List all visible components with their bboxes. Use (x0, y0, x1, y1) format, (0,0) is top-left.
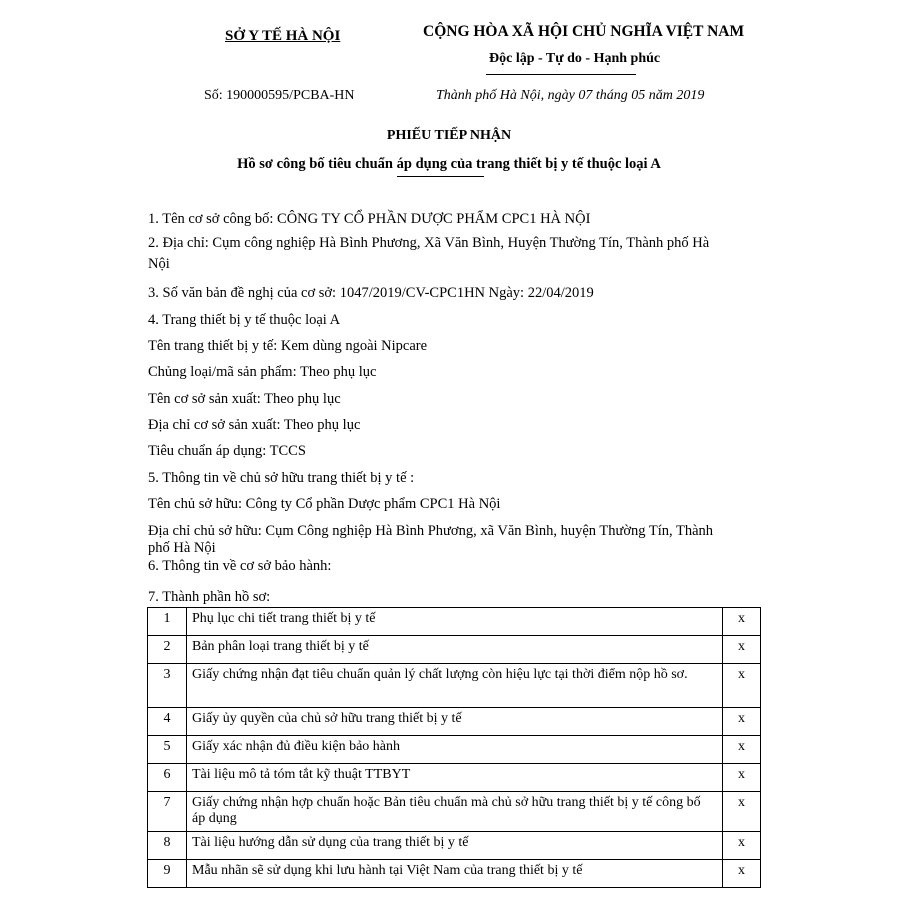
row-description: Bản phân loại trang thiết bị y tế (187, 636, 723, 664)
row-number: 8 (148, 832, 187, 860)
table-row (148, 764, 761, 792)
info-line-dossier: 7. Thành phần hồ sơ: (148, 589, 271, 605)
info-line-manufacturer: Tên cơ sở sản xuất: Theo phụ lục (148, 391, 341, 407)
table-row (148, 832, 761, 860)
info-line-request-doc: 3. Số văn bản đề nghị của cơ sở: 1047/2019/CV-CPC1HN Ngày: 22/04/2019 (148, 285, 594, 301)
dossier-table (147, 607, 761, 888)
info-line-standard: Tiêu chuẩn áp dụng: TCCS (148, 443, 306, 459)
info-line-address: 2. Địa chỉ: Cụm công nghiệp Hà Bình Phương, Xã Văn Bình, Huyện Thường Tín, Thành phố Hà (148, 235, 710, 251)
table-row (148, 860, 761, 888)
row-description: Tài liệu hướng dẫn sử dụng của trang thiết bị y tế (187, 832, 723, 860)
motto-underline (486, 74, 636, 75)
row-description: Tài liệu mô tả tóm tắt kỹ thuật TTBYT (187, 764, 723, 792)
row-mark: x (723, 792, 761, 832)
row-number: 2 (148, 636, 187, 664)
info-line-manufacturer-address: Địa chỉ cơ sở sản xuất: Theo phụ lục (148, 417, 361, 433)
info-line-address-cont: Nội (148, 256, 170, 272)
info-line-company: 1. Tên cơ sở công bố: CÔNG TY CỔ PHẦN DƯỢC PHẨM CPC1 HÀ NỘI (148, 211, 591, 227)
info-line-owner-address-cont: phố Hà Nội (148, 540, 216, 556)
info-line-owner-section: 5. Thông tin về chủ sở hữu trang thiết bị y tế : (148, 470, 415, 486)
row-number: 5 (148, 736, 187, 764)
table-row (148, 736, 761, 764)
info-line-device-name: Tên trang thiết bị y tế: Kem dùng ngoài Nipcare (148, 338, 428, 354)
info-line-owner-address: Địa chỉ chủ sở hữu: Cụm Công nghiệp Hà Bình Phương, xã Văn Bình, huyện Thường Tín, Thành (148, 523, 714, 539)
row-number: 7 (148, 792, 187, 832)
national-motto: Độc lập - Tự do - Hạnh phúc (489, 51, 661, 66)
row-number: 3 (148, 664, 187, 708)
info-line-product-code: Chủng loại/mã sản phẩm: Theo phụ lục (148, 364, 377, 380)
form-title: PHIẾU TIẾP NHẬN (386, 128, 512, 143)
table-row (148, 664, 761, 708)
row-mark: x (723, 708, 761, 736)
table-row (148, 708, 761, 736)
row-mark: x (723, 636, 761, 664)
row-description: Giấy ủy quyền của chủ sở hữu trang thiết bị y tế (187, 708, 723, 736)
table-row (148, 636, 761, 664)
row-number: 1 (148, 608, 187, 636)
row-mark: x (723, 608, 761, 636)
national-title: CỘNG HÒA XÃ HỘI CHỦ NGHĨA VIỆT NAM (423, 23, 745, 40)
row-number: 4 (148, 708, 187, 736)
row-mark: x (723, 832, 761, 860)
row-mark: x (723, 736, 761, 764)
issuing-organization: SỞ Y TẾ HÀ NỘI (225, 28, 341, 44)
row-number: 6 (148, 764, 187, 792)
row-mark: x (723, 764, 761, 792)
row-description: Giấy chứng nhận hợp chuẩn hoặc Bản tiêu chuẩn mà chủ sở hữu trang thiết bị y tế công bố áp dụng (187, 792, 723, 832)
place-and-date: Thành phố Hà Nội, ngày 07 tháng 05 năm 2019 (436, 88, 705, 103)
info-line-owner-name: Tên chủ sở hữu: Công ty Cổ phần Dược phẩm CPC1 Hà Nội (148, 496, 501, 512)
row-number: 9 (148, 860, 187, 888)
info-line-warranty: 6. Thông tin về cơ sở bảo hành: (148, 558, 332, 574)
subtitle-underline (397, 176, 484, 177)
table-row (148, 792, 761, 832)
form-subtitle: Hồ sơ công bố tiêu chuẩn áp dụng của trang thiết bị y tế thuộc loại A (237, 156, 661, 172)
row-description: Phụ lục chi tiết trang thiết bị y tế (187, 608, 723, 636)
row-mark: x (723, 860, 761, 888)
row-mark: x (723, 664, 761, 708)
info-line-device-class: 4. Trang thiết bị y tế thuộc loại A (148, 312, 341, 328)
row-description: Giấy chứng nhận đạt tiêu chuẩn quản lý chất lượng còn hiệu lực tại thời điểm nộp hồ sơ. (187, 664, 723, 708)
document-number: Số: 190000595/PCBA-HN (204, 88, 355, 103)
row-description: Mẫu nhãn sẽ sử dụng khi lưu hành tại Việt Nam của trang thiết bị y tế (187, 860, 723, 888)
table-row (148, 608, 761, 636)
row-description: Giấy xác nhận đủ điều kiện bảo hành (187, 736, 723, 764)
